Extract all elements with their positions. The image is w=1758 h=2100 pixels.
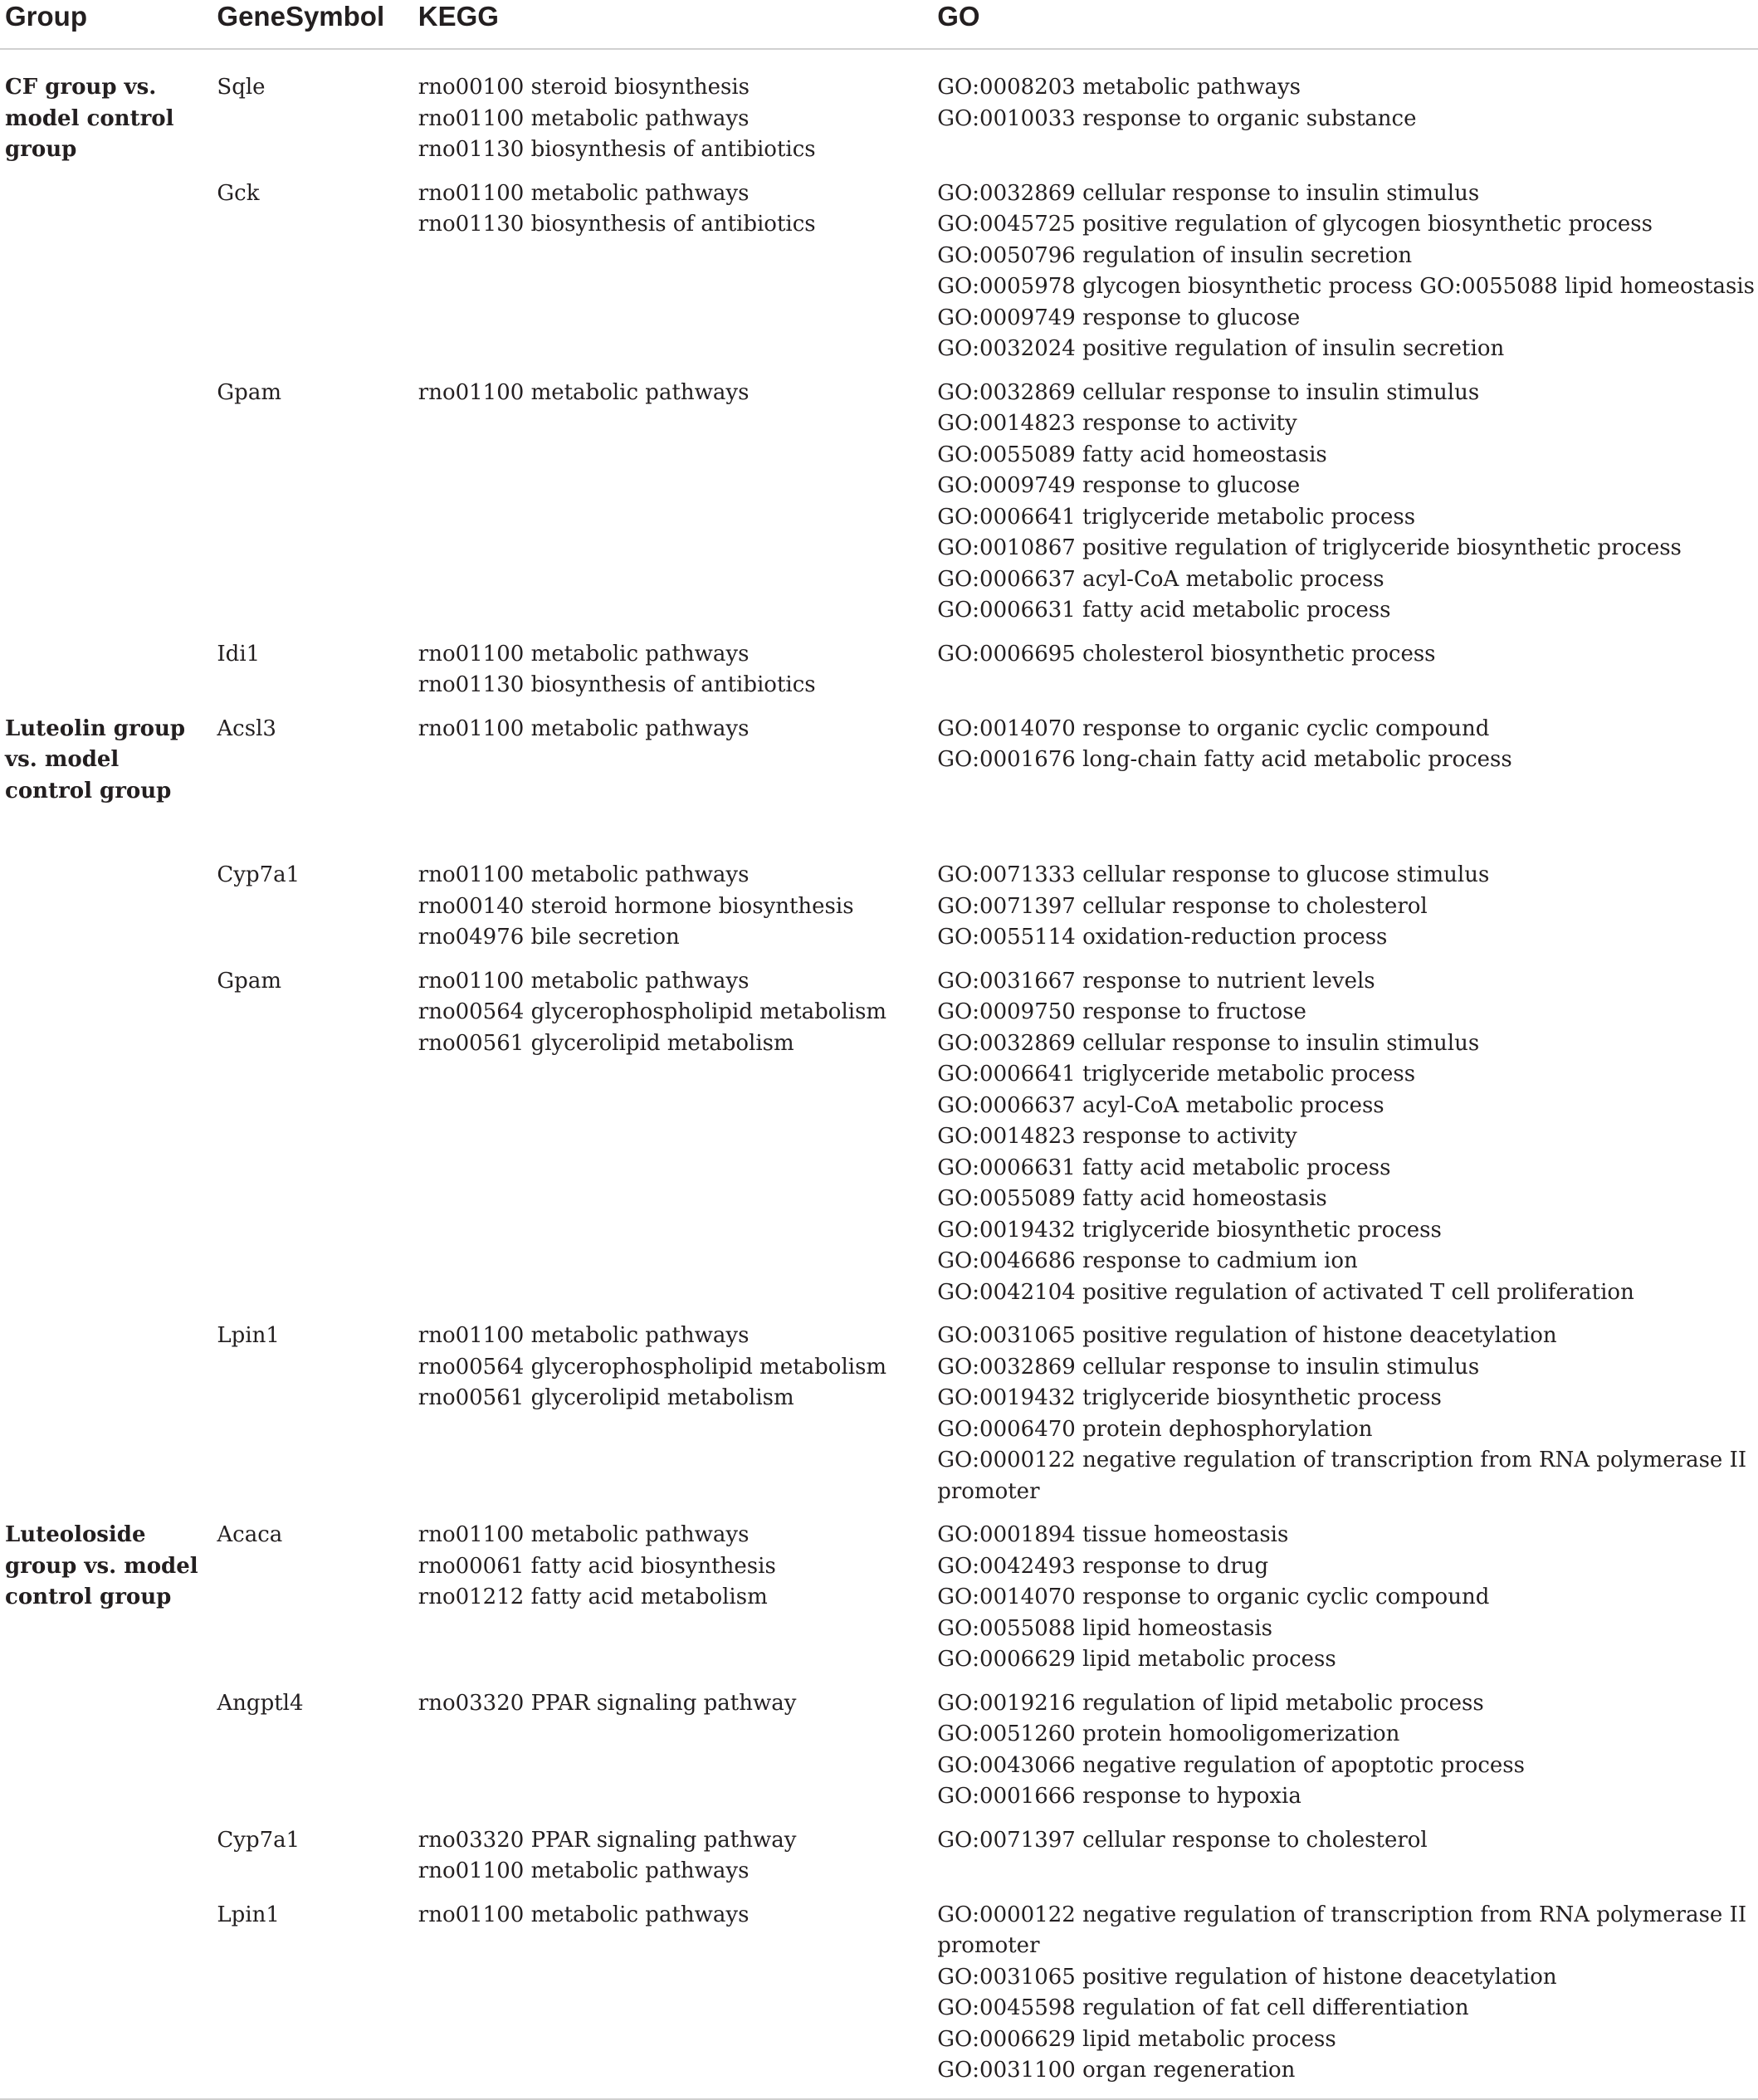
go-term: GO:0014823 response to activity [937,411,1297,436]
group-cell [0,860,217,954]
table-row [0,714,1758,808]
go-term: GO:0008203 metabolic pathways [937,75,1301,100]
go-term: GO:0001666 response to hypoxia [937,1784,1301,1809]
group-cell [0,639,217,701]
go-term: GO:0055114 oxidation-reduction process [937,925,1388,950]
gene-symbol-cell: Acaca [217,1522,283,1547]
go-term: GO:0006470 protein dephosphorylation [937,1416,1373,1442]
go-term: GO:0000122 negative regulation of transcription from RNA polymerase II promoter [937,1448,1747,1504]
go-term: GO:0019432 triglyceride biosynthetic process [937,1385,1442,1410]
go-term: GO:0055088 lipid homeostasis [937,1615,1272,1641]
kegg-term: rno01212 fatty acid metabolism [418,1585,768,1609]
row-spacer [0,1507,1758,1520]
table-row [0,378,1758,627]
row-spacer [0,627,1758,639]
kegg-cell [418,178,937,365]
table-row [0,966,1758,1309]
kegg-term: rno01100 metabolic pathways [418,715,750,741]
header-go: GO [937,0,1758,49]
spacer-cell [0,2087,1758,2098]
go-term: GO:0019216 regulation of lipid metabolic process [937,1690,1484,1716]
go-term: GO:0071397 cellular response to cholesterol [937,893,1428,919]
go-term: GO:0050796 regulation of insulin secretion [937,242,1413,268]
group-cell [0,1520,217,1676]
group-cell [0,378,217,627]
go-cell [937,860,1758,954]
go-term: GO:0005978 glycogen biosynthetic process GO:0055088 lipid homeostasis [937,274,1755,299]
group-label-line: Luteoloside [5,1522,146,1547]
kegg-cell [418,966,937,1309]
go-term: GO:0032869 cellular response to insulin stimulus [937,1354,1480,1380]
header-gene-symbol: GeneSymbol [217,0,418,49]
kegg-cell [418,1900,937,2087]
gene-symbol-cell: Lpin1 [217,1323,280,1348]
kegg-cell [418,714,937,808]
go-term: GO:0006695 cholesterol biosynthetic process [937,641,1436,667]
table-row [0,49,1758,166]
kegg-cell [418,860,937,954]
group-cell [0,1825,217,1888]
table-row [0,639,1758,701]
go-term: GO:0032869 cellular response to insulin stimulus [937,1030,1480,1056]
kegg-term: rno01100 metabolic pathways [418,1902,750,1927]
go-cell [937,1825,1758,1888]
kegg-term: rno03320 PPAR signaling pathway [418,1690,797,1716]
kegg-cell [418,378,937,627]
go-term: GO:0055089 fatty acid homeostasis [937,1186,1327,1211]
kegg-term: rno01100 metabolic pathways [418,862,750,887]
row-spacer [0,807,1758,860]
spacer-cell [0,1308,1758,1321]
kegg-cell [418,1688,937,1813]
row-spacer [0,1888,1758,1900]
group-cell [0,714,217,808]
spacer-cell [0,954,1758,966]
go-term: GO:0009750 response to fructose [937,999,1306,1024]
group-label-line: control group [5,1585,172,1609]
go-term: GO:0032869 cellular response to insulin stimulus [937,379,1480,405]
go-term: GO:0031667 response to nutrient levels [937,968,1375,994]
group-cell [0,1688,217,1813]
table-row [0,860,1758,954]
go-term: GO:0071333 cellular response to glucose stimulus [937,862,1490,887]
go-cell [937,714,1758,808]
go-term: GO:0014070 response to organic cyclic compound [937,715,1490,741]
go-term: GO:0032024 positive regulation of insulin secretion [937,336,1505,361]
bottom-rule-cell [0,2098,1758,2099]
table-row [0,1825,1758,1888]
kegg-term: rno03320 PPAR signaling pathway [418,1827,797,1853]
gene-symbol-cell: Cyp7a1 [217,862,300,887]
go-term: GO:0055089 fatty acid homeostasis [937,442,1327,467]
go-cell [937,1520,1758,1676]
go-term: GO:0031100 organ regeneration [937,2058,1296,2083]
group-label-line: Luteolin group [5,715,186,741]
go-cell [937,1321,1758,1507]
go-term: GO:0031065 positive regulation of histone deacetylation [937,1964,1557,1990]
kegg-term: rno01100 metabolic pathways [418,1522,750,1547]
go-term: GO:0019432 triglyceride biosynthetic process [937,1217,1442,1243]
gene-symbol-cell: Idi1 [217,641,261,667]
go-cell [937,1900,1758,2087]
go-term: GO:0000122 negative regulation of transcription from RNA polymerase II promoter [937,1902,1747,1958]
table-body [0,49,1758,2099]
go-term: GO:0006641 triglyceride metabolic process [937,1062,1416,1087]
go-term: GO:0042493 response to drug [937,1553,1269,1579]
group-label-line: model control [5,105,174,131]
kegg-cell [418,1321,937,1507]
go-term: GO:0071397 cellular response to cholesterol [937,1827,1428,1853]
group-label-line: CF group vs. [5,75,157,100]
go-cell [937,639,1758,701]
go-term: GO:0006637 acyl-CoA metabolic process [937,566,1384,592]
go-term: GO:0031065 positive regulation of histone deacetylation [937,1323,1557,1348]
spacer-cell [0,1676,1758,1688]
kegg-term: rno00100 steroid biosynthesis [418,75,750,100]
go-term: GO:0043066 negative regulation of apoptotic process [937,1752,1525,1778]
go-term: GO:0006629 lipid metabolic process [937,2026,1336,2052]
spacer-cell [0,627,1758,639]
row-spacer [0,954,1758,966]
kegg-term: rno01100 metabolic pathways [418,641,750,667]
group-label-line: vs. model [5,747,120,772]
go-term: GO:0014070 response to organic cyclic compound [937,1585,1490,1609]
go-term: GO:0006631 fatty acid metabolic process [937,1155,1391,1180]
row-spacer [0,1308,1758,1321]
spacer-cell [0,1888,1758,1900]
kegg-term: rno00561 glycerolipid metabolism [418,1030,794,1056]
kegg-term: rno00564 glycerophospholipid metabolism [418,999,887,1024]
go-term: GO:0009749 response to glucose [937,473,1301,498]
table-row [0,1520,1758,1676]
kegg-cell [418,639,937,701]
go-cell [937,966,1758,1309]
go-term: GO:0046686 response to cadmium ion [937,1248,1358,1273]
table-row [0,1900,1758,2087]
kegg-term: rno01130 biosynthesis of antibiotics [418,137,816,162]
go-cell [937,1688,1758,1813]
kegg-term: rno00061 fatty acid biosynthesis [418,1553,776,1579]
table-header [0,0,1758,49]
group-cell [0,966,217,1309]
kegg-term: rno01100 metabolic pathways [418,180,750,206]
go-cell [937,378,1758,627]
go-term: GO:0032869 cellular response to insulin stimulus [937,180,1480,206]
go-term: GO:0006637 acyl-CoA metabolic process [937,1092,1384,1118]
table-row [0,178,1758,365]
group-cell [0,178,217,365]
go-term: GO:0051260 protein homooligomerization [937,1722,1400,1746]
row-spacer [0,166,1758,178]
spacer-cell [0,1507,1758,1520]
kegg-term: rno04976 bile secretion [418,925,680,950]
spacer-cell [0,701,1758,714]
bottom-rule [0,2098,1758,2099]
spacer-cell [0,1813,1758,1825]
kegg-term: rno01130 biosynthesis of antibiotics [418,672,816,697]
gene-symbol-cell: Lpin1 [217,1902,280,1927]
go-term: GO:0010867 positive regulation of triglyceride biosynthetic process [937,535,1682,560]
go-term: GO:0014823 response to activity [937,1124,1297,1149]
go-term: GO:0042104 positive regulation of activated T cell proliferation [937,1279,1634,1305]
header-group: Group [0,0,217,49]
go-term: GO:0045598 regulation of fat cell differentiation [937,1995,1469,2020]
go-cell [937,178,1758,365]
group-label-line: group vs. model [5,1553,198,1579]
table-row [0,1688,1758,1813]
group-label-line: control group [5,778,172,803]
go-term: GO:0001676 long-chain fatty acid metabolic process [937,747,1512,772]
kegg-term: rno01100 metabolic pathways [418,968,750,994]
go-term: GO:0009749 response to glucose [937,305,1301,330]
kegg-cell [418,1825,937,1888]
table-row [0,1321,1758,1507]
row-spacer [0,2087,1758,2098]
go-term: GO:0045725 positive regulation of glycogen biosynthetic process [937,212,1653,237]
kegg-term: rno00564 glycerophospholipid metabolism [418,1354,887,1380]
row-spacer [0,701,1758,714]
kegg-term: rno00561 glycerolipid metabolism [418,1385,794,1410]
go-term: GO:0001894 tissue homeostasis [937,1522,1289,1547]
kegg-term: rno01130 biosynthesis of antibiotics [418,212,816,237]
group-label-line: group [5,137,77,162]
kegg-cell [418,49,937,166]
kegg-term: rno01100 metabolic pathways [418,379,750,405]
gene-symbol-cell: Gpam [217,379,281,405]
kegg-cell [418,1520,937,1676]
group-cell [0,1321,217,1507]
kegg-term: rno01100 metabolic pathways [418,1323,750,1348]
gene-symbol-cell: Cyp7a1 [217,1827,300,1853]
header-kegg: KEGG [418,0,937,49]
kegg-term: rno00140 steroid hormone biosynthesis [418,893,854,919]
go-term: GO:0006631 fatty acid metabolic process [937,598,1391,623]
kegg-term: rno01100 metabolic pathways [418,1858,750,1883]
gene-symbol-cell: Gpam [217,968,281,994]
row-spacer [0,1813,1758,1825]
go-cell [937,49,1758,166]
spacer-cell [0,166,1758,178]
go-term: GO:0006641 triglyceride metabolic process [937,504,1416,530]
group-cell [0,1900,217,2087]
go-term: GO:0006629 lipid metabolic process [937,1647,1336,1672]
header-row [0,0,1758,49]
kegg-term: rno01100 metabolic pathways [418,105,750,131]
spacer-cell [0,807,1758,860]
row-spacer [0,1676,1758,1688]
gene-symbol-cell: Angptl4 [217,1690,304,1716]
gene-symbol-cell: Gck [217,180,260,206]
spacer-cell [0,365,1758,378]
row-spacer [0,365,1758,378]
go-term: GO:0010033 response to organic substance [937,105,1417,131]
group-cell [0,49,217,166]
gene-symbol-cell: Sqle [217,75,266,100]
gene-symbol-cell: Acsl3 [217,715,276,741]
